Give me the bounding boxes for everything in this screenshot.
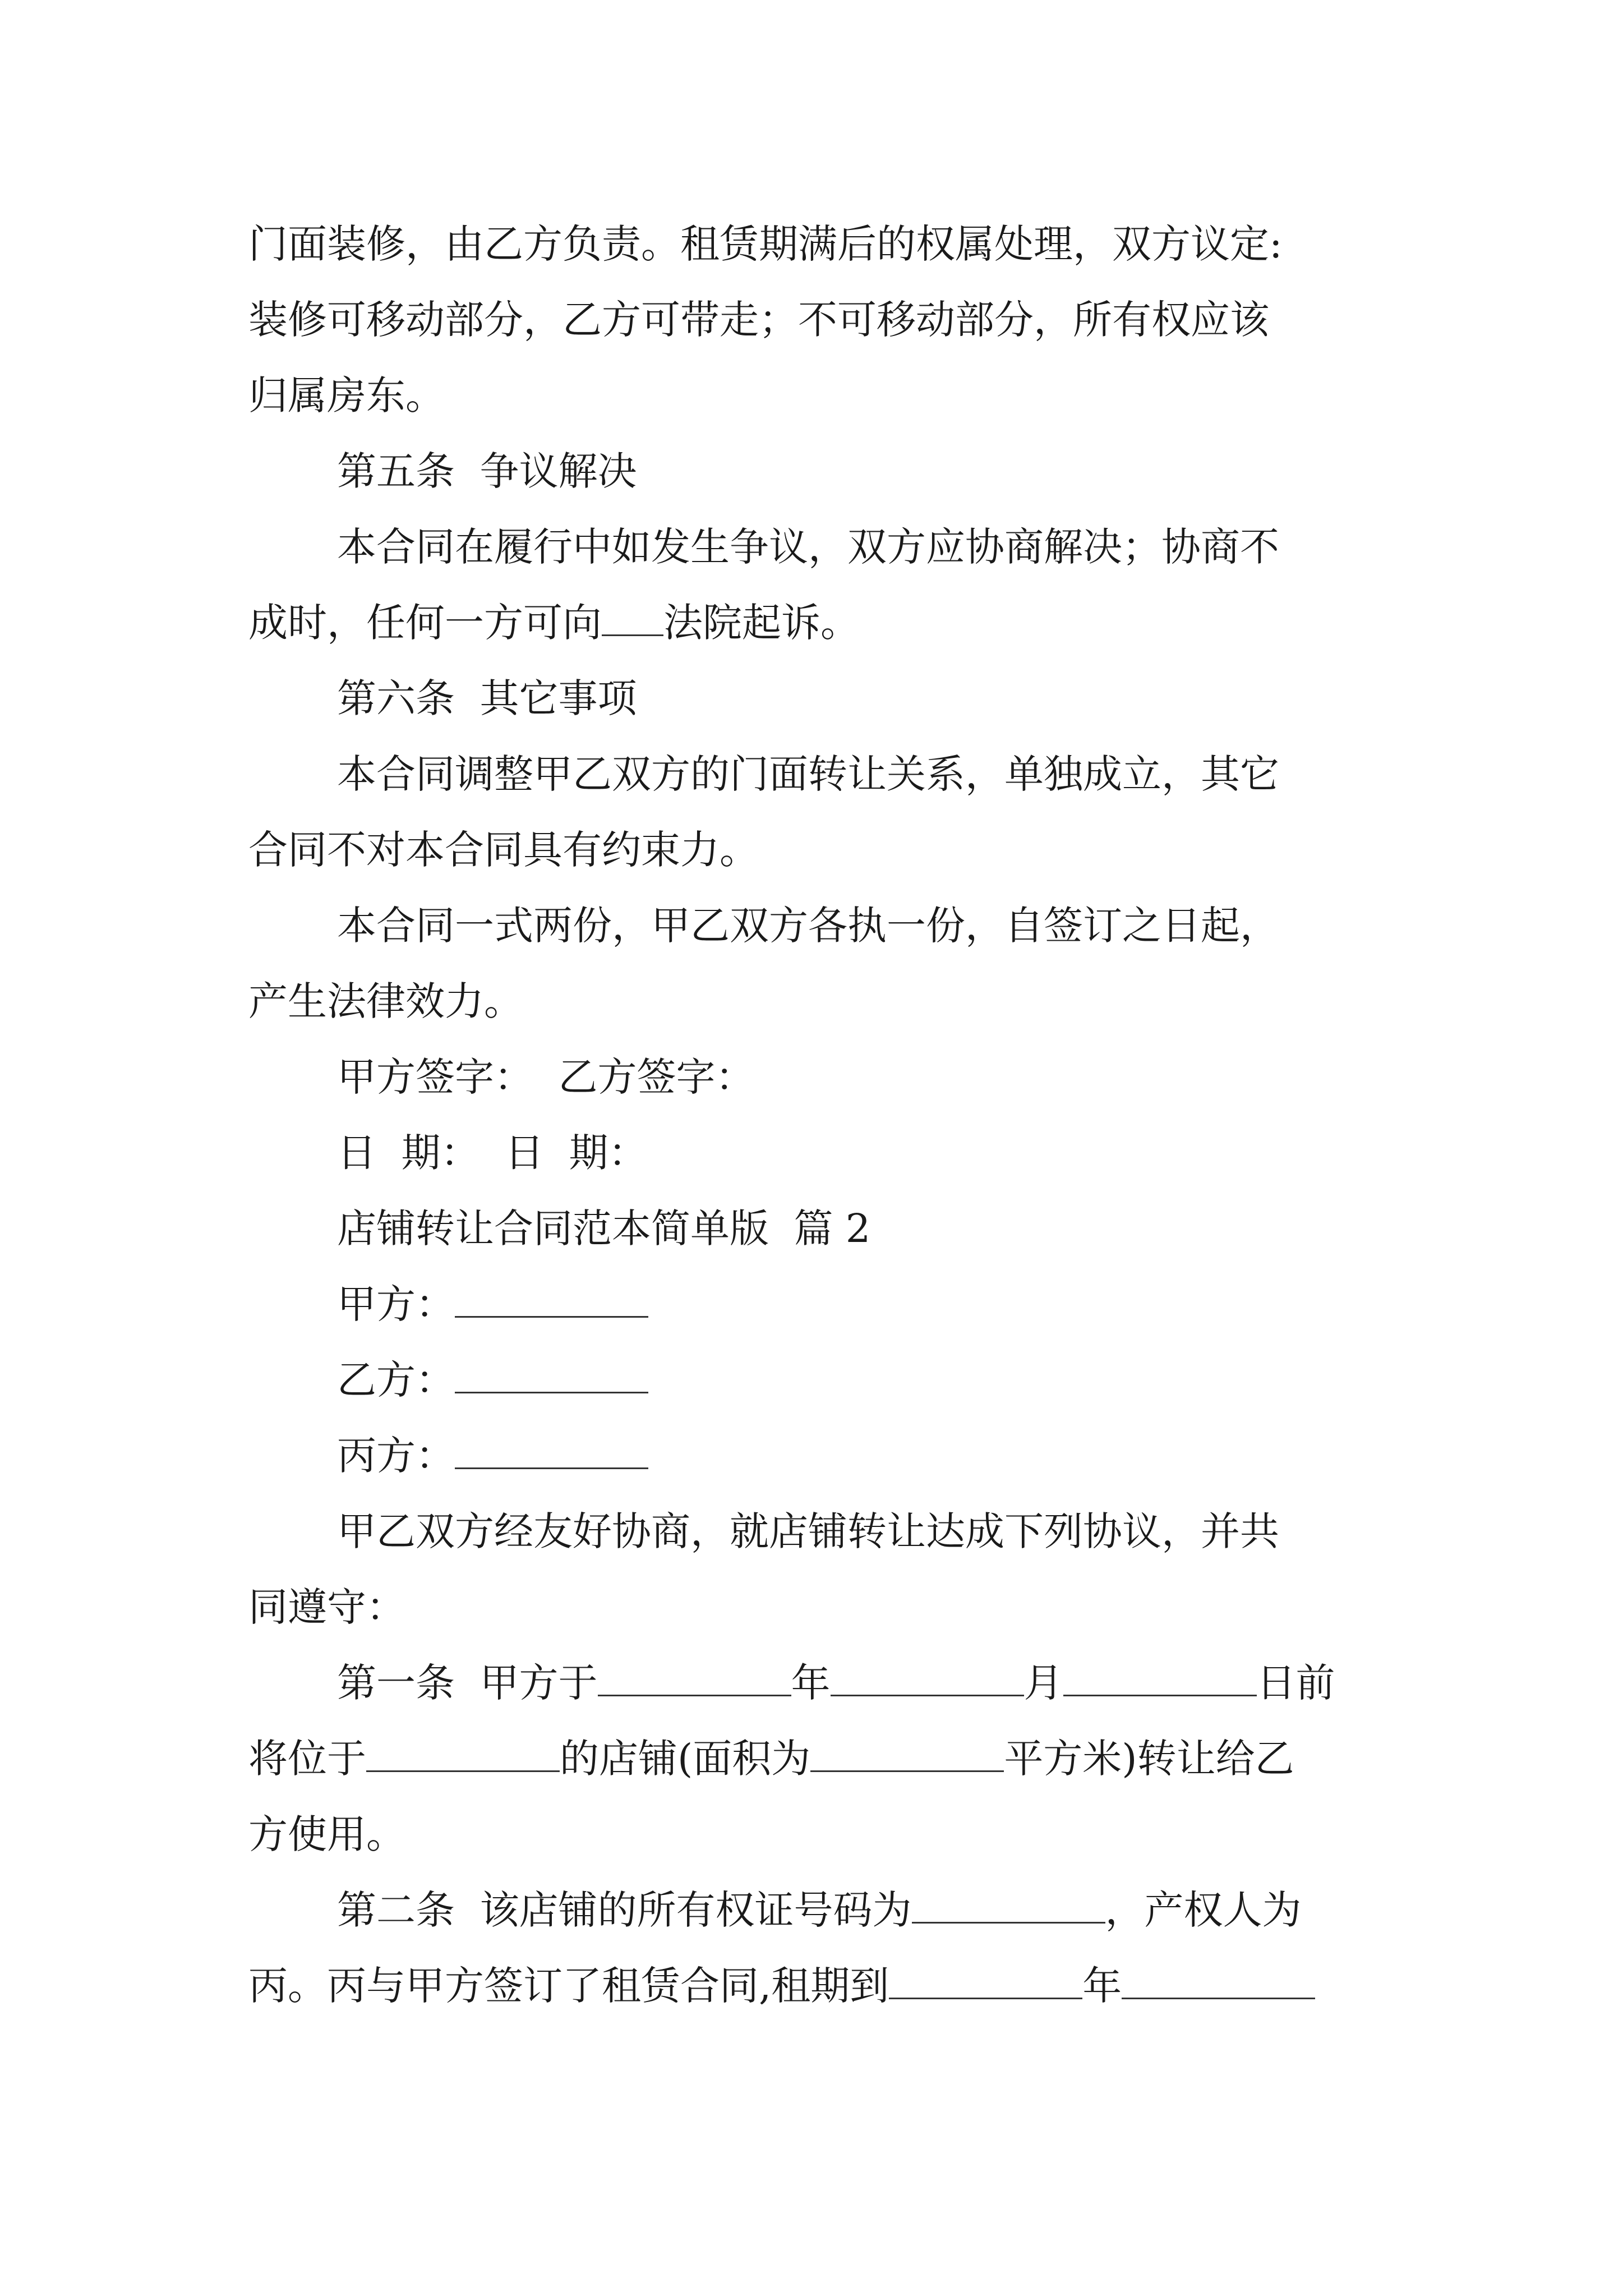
fill-in-blank bbox=[831, 1655, 1024, 1696]
text-segment: 将位于 bbox=[248, 1736, 366, 1782]
party-b-label: 乙方： bbox=[337, 1357, 455, 1403]
text-segment: 第二条 该店铺的所有权证号码为 bbox=[337, 1887, 912, 1933]
article-2-line bbox=[248, 1955, 1315, 2017]
party-c-label: 丙方： bbox=[337, 1433, 455, 1479]
text-segment: 平方米)转让给乙 bbox=[1004, 1736, 1294, 1782]
text-segment: 的店铺(面积为 bbox=[560, 1736, 811, 1782]
paragraph-line: 本合同调整甲乙双方的门面转让关系，单独成立，其它 bbox=[337, 751, 1279, 797]
paragraph-line: 产生法律效力。 bbox=[248, 978, 523, 1024]
party-c-line bbox=[337, 1425, 648, 1487]
fill-in-blank bbox=[889, 1958, 1082, 1999]
paragraph-line: 装修可移动部分，乙方可带走；不可移动部分，所有权应该 bbox=[248, 297, 1269, 343]
party-a-line bbox=[337, 1273, 648, 1335]
party-a-label: 甲方： bbox=[337, 1281, 455, 1327]
paragraph-line: 甲乙双方经友好协商，就店铺转让达成下列协议，并共 bbox=[337, 1508, 1279, 1554]
paragraph-line: 合同不对本合同具有约束力。 bbox=[248, 827, 759, 873]
text-segment: ，产权人为 bbox=[1105, 1887, 1302, 1933]
fill-in-blank bbox=[598, 1655, 791, 1696]
text-segment: 年 bbox=[1082, 1963, 1122, 2009]
article-1-line bbox=[248, 1728, 1294, 1789]
article-1-line bbox=[337, 1652, 1335, 1714]
article-6-heading: 第六条 其它事项 bbox=[337, 675, 637, 721]
party-b-line bbox=[337, 1349, 648, 1411]
fill-in-blank bbox=[602, 595, 663, 636]
fill-in-blank bbox=[366, 1731, 560, 1772]
text-segment: 第一条 甲方于 bbox=[337, 1660, 598, 1706]
fill-in-blank bbox=[810, 1731, 1004, 1772]
fill-in-blank bbox=[455, 1352, 648, 1393]
contract-2-title: 店铺转让合同范本简单版 篇 2 bbox=[337, 1205, 871, 1251]
text-segment: 日前 bbox=[1256, 1660, 1335, 1706]
fill-in-blank bbox=[1063, 1655, 1257, 1696]
paragraph-line: 本合同在履行中如发生争议，双方应协商解决；协商不 bbox=[337, 524, 1279, 570]
paragraph-line: 归属房东。 bbox=[248, 372, 445, 418]
text-segment: 年 bbox=[791, 1660, 831, 1706]
paragraph-line: 本合同一式两份，甲乙双方各执一份，自签订之日起， bbox=[337, 903, 1279, 949]
text-segment: 成时，任何一方可向 bbox=[248, 600, 602, 646]
fill-in-blank bbox=[455, 1428, 648, 1469]
text-segment: 月 bbox=[1023, 1660, 1063, 1706]
text-segment: 丙。丙与甲方签订了租赁合同,租期到 bbox=[248, 1963, 889, 2009]
paragraph-line: 同遵守： bbox=[248, 1584, 405, 1630]
text-segment: 法院起诉。 bbox=[663, 600, 860, 646]
article-1-line: 方使用。 bbox=[248, 1811, 405, 1857]
article-5-heading: 第五条 争议解决 bbox=[337, 448, 637, 494]
fill-in-blank bbox=[1122, 1958, 1315, 1999]
paragraph-line bbox=[248, 592, 860, 654]
paragraph-line: 门面装修，由乙方负责。租赁期满后的权属处理，双方议定: bbox=[248, 221, 1283, 267]
signature-line: 甲方签字： 乙方签字： bbox=[337, 1054, 755, 1100]
fill-in-blank bbox=[912, 1883, 1105, 1924]
fill-in-blank bbox=[455, 1277, 648, 1318]
date-line: 日 期： 日 期： bbox=[337, 1130, 648, 1176]
article-2-line bbox=[337, 1879, 1302, 1941]
